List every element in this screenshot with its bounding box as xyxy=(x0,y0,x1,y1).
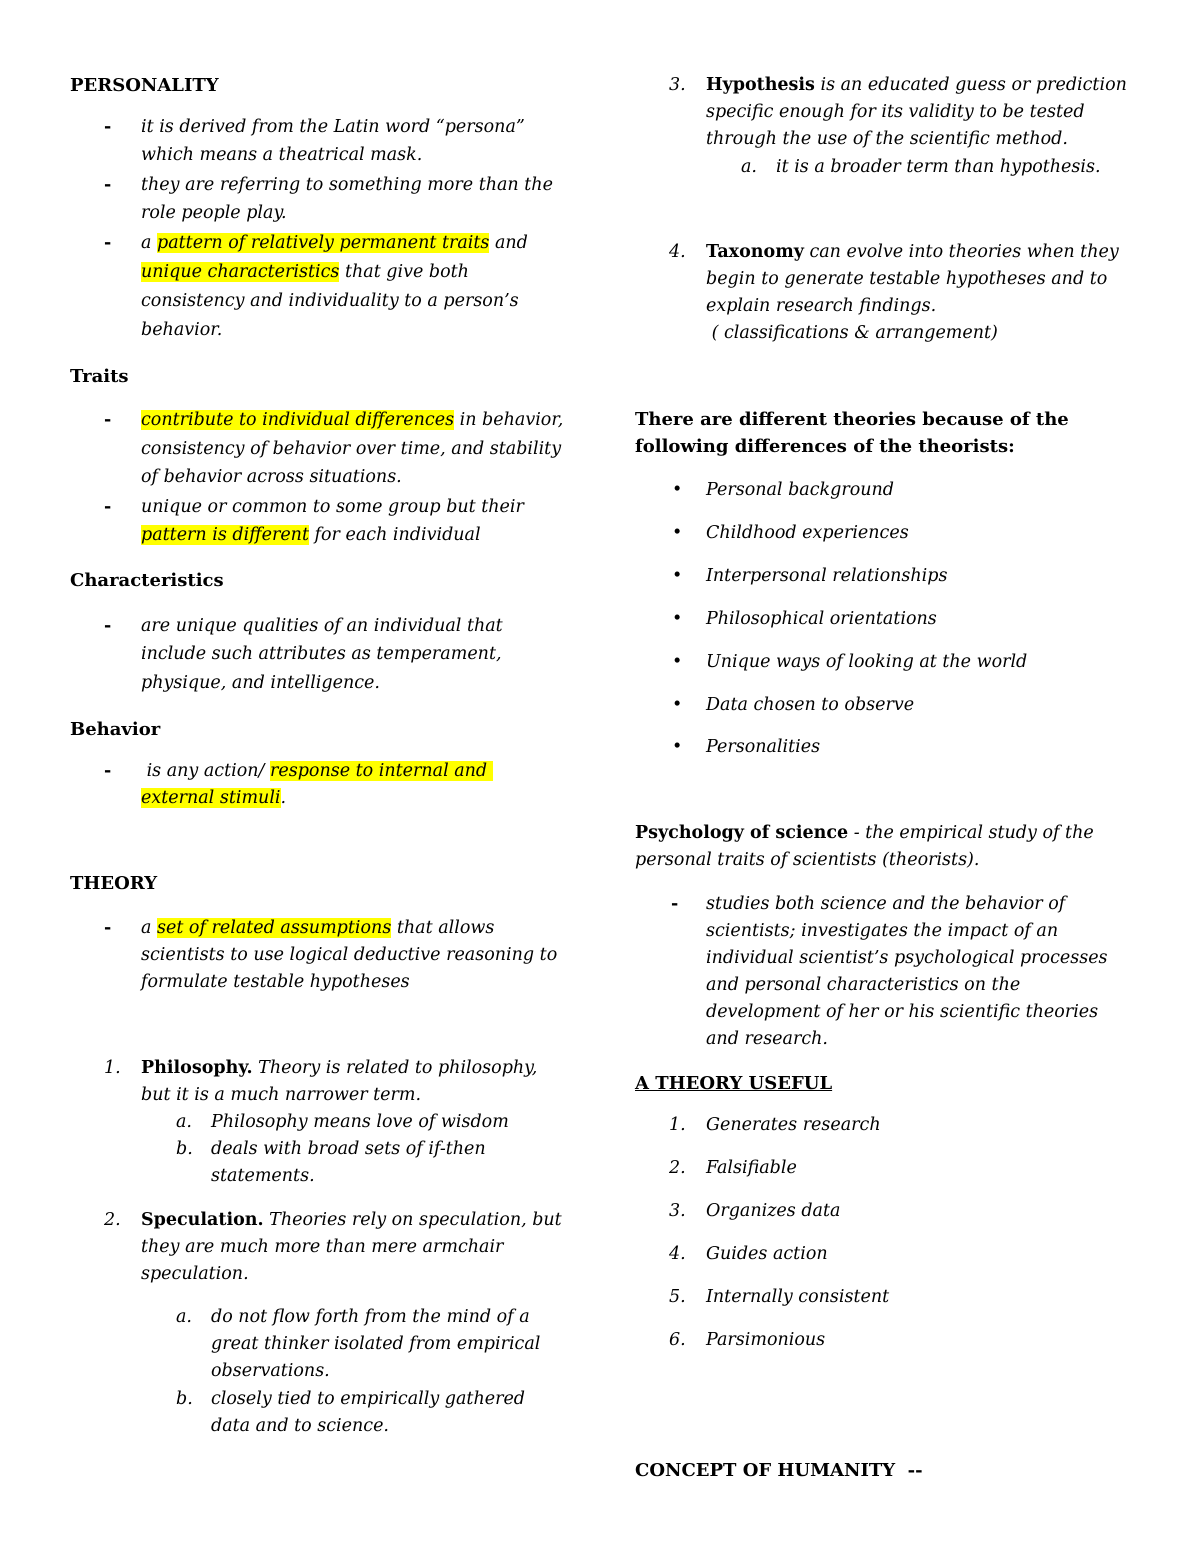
text-line: consistency and individuality to a person’s xyxy=(141,291,519,311)
text-line: and research. xyxy=(706,1029,828,1049)
text-span: can evolve into theories when they xyxy=(803,242,1119,262)
heading-personality: PERSONALITY xyxy=(70,75,219,96)
bullet-icon: • xyxy=(672,652,683,672)
text-line xyxy=(141,915,494,942)
text-line: development of her or his scientific theories xyxy=(706,1002,1099,1022)
dash-marker: - xyxy=(104,117,112,137)
bullet-icon: • xyxy=(672,480,683,500)
list-number: 5. xyxy=(669,1287,686,1307)
heading-characteristics: Characteristics xyxy=(70,570,224,591)
heading-concept-of-humanity: CONCEPT OF HUMANITY -- xyxy=(635,1460,923,1481)
text-line xyxy=(141,522,481,549)
text-line: begin to generate testable hypotheses and to xyxy=(706,269,1108,289)
text-line: they are referring to something more than the xyxy=(141,175,553,195)
list-item: Philosophical orientations xyxy=(706,609,937,629)
text-line: scientists; investigates the impact of an xyxy=(706,921,1059,941)
dash-marker: - xyxy=(104,616,112,636)
text-line: which means a theatrical mask. xyxy=(141,145,423,165)
list-item: Interpersonal relationships xyxy=(706,566,948,586)
text-span: in behavior, xyxy=(454,410,564,430)
list-item: Generates research xyxy=(706,1115,881,1135)
text-line: speculation. xyxy=(141,1264,249,1284)
text-line xyxy=(141,230,528,257)
list-number: 3. xyxy=(669,1201,686,1221)
bullet-icon: • xyxy=(672,737,683,757)
text-line: behavior. xyxy=(141,320,223,340)
dash-marker: - xyxy=(104,175,112,195)
list-item: Childhood experiences xyxy=(706,523,909,543)
text-span: and xyxy=(489,233,528,253)
dash-marker: - xyxy=(104,233,112,253)
heading-differences-line2: following differences of the theorists: xyxy=(635,436,1015,457)
list-item: Guides action xyxy=(706,1244,828,1264)
text-line xyxy=(635,820,1094,847)
text-line: but it is a much narrower term. xyxy=(141,1085,422,1105)
list-item: Data chosen to observe xyxy=(706,695,915,715)
dash-marker: - xyxy=(104,497,112,517)
text-span: Theory is related to philosophy, xyxy=(252,1058,538,1078)
text-span: that allows xyxy=(391,918,495,938)
text-line: through the use of the scientific method. xyxy=(706,129,1068,149)
text-line: are unique qualities of an individual that xyxy=(141,616,503,636)
term: Psychology of science xyxy=(635,823,849,843)
list-number: 2. xyxy=(104,1210,121,1230)
text-line: Philosophy means love of wisdom xyxy=(211,1112,509,1132)
text-line: specific enough for its validity to be tested xyxy=(706,102,1085,122)
text-line: great thinker isolated from empirical xyxy=(211,1334,541,1354)
bullet-icon: • xyxy=(672,566,683,586)
text-span: a xyxy=(141,918,157,938)
heading-traits: Traits xyxy=(70,366,129,387)
text-line: of behavior across situations. xyxy=(141,467,402,487)
text-line: unique or common to some group but their xyxy=(141,497,524,517)
list-item: Organizes data xyxy=(706,1201,841,1221)
dash-marker: - xyxy=(104,761,112,781)
list-number: 1. xyxy=(104,1058,121,1078)
highlighted-text: response to internal and xyxy=(270,761,493,781)
sub-list-marker: a. xyxy=(176,1307,192,1327)
text-line: ( classifications & arrangement) xyxy=(706,323,998,343)
sub-list-marker: b. xyxy=(176,1139,193,1159)
text-span: for each individual xyxy=(308,525,481,545)
text-line: closely tied to empirically gathered xyxy=(211,1389,526,1409)
text-line: explain research findings. xyxy=(706,296,937,316)
dash-marker: - xyxy=(104,410,112,430)
text-line: physique, and intelligence. xyxy=(141,673,380,693)
text-line: consistency of behavior over time, and stability xyxy=(141,439,562,459)
text-span: that give both xyxy=(339,262,469,282)
text-line: deals with broad sets of if-then xyxy=(211,1139,486,1159)
text-line xyxy=(141,785,286,812)
highlighted-text: set of related assumptions xyxy=(157,918,392,938)
heading-theory-useful: A THEORY USEFUL xyxy=(635,1073,833,1094)
text-span: is any action/ xyxy=(141,761,270,781)
list-item: Unique ways of looking at the world xyxy=(706,652,1028,672)
list-number: 6. xyxy=(669,1330,686,1350)
dash-marker: - xyxy=(104,918,112,938)
text-line xyxy=(141,407,563,434)
heading-behavior: Behavior xyxy=(70,719,161,740)
term: Hypothesis xyxy=(706,75,815,95)
sub-list-marker: a. xyxy=(741,157,757,177)
heading-theory: THEORY xyxy=(70,873,158,894)
highlighted-text: external stimuli xyxy=(141,788,281,808)
bullet-icon: • xyxy=(672,695,683,715)
text-span: a xyxy=(141,233,157,253)
list-item: Falsifiable xyxy=(706,1158,797,1178)
term: Philosophy. xyxy=(141,1058,253,1078)
bullet-icon: • xyxy=(672,609,683,629)
text-line: formulate testable hypotheses xyxy=(141,972,410,992)
list-item: Parsimonious xyxy=(706,1330,826,1350)
list-number: 4. xyxy=(669,1244,686,1264)
list-number: 2. xyxy=(669,1158,686,1178)
text-line: role people play. xyxy=(141,203,287,223)
text-line: it is a broader term than hypothesis. xyxy=(776,157,1101,177)
dash-marker: - xyxy=(671,894,679,914)
list-item: Personalities xyxy=(706,737,821,757)
text-line: personal traits of scientists (theorists). xyxy=(635,850,980,870)
highlighted-text: pattern is different xyxy=(141,525,309,545)
text-line: it is derived from the Latin word “persona” xyxy=(141,117,525,137)
text-line: do not flow forth from the mind of a xyxy=(211,1307,530,1327)
text-line: data and to science. xyxy=(211,1416,389,1436)
text-span: Theories rely on speculation, but xyxy=(263,1210,562,1230)
text-line xyxy=(141,758,493,785)
text-line xyxy=(706,239,1119,266)
list-item: Personal background xyxy=(706,480,894,500)
text-line xyxy=(141,1055,537,1082)
term: Speculation. xyxy=(141,1210,264,1230)
text-line: and personal characteristics on the xyxy=(706,975,1021,995)
highlighted-text: contribute to individual differences xyxy=(141,410,455,430)
list-item: Internally consistent xyxy=(706,1287,890,1307)
text-line: studies both science and the behavior of xyxy=(706,894,1066,914)
text-line: scientists to use logical deductive reasoning to xyxy=(141,945,558,965)
bullet-icon: • xyxy=(672,523,683,543)
list-number: 1. xyxy=(669,1115,686,1135)
list-number: 3. xyxy=(669,75,686,95)
text-line xyxy=(141,259,469,286)
sub-list-marker: b. xyxy=(176,1389,193,1409)
text-span: . xyxy=(280,788,287,808)
text-line: observations. xyxy=(211,1361,330,1381)
highlighted-text: unique characteristics xyxy=(141,262,340,282)
text-line: they are much more than mere armchair xyxy=(141,1237,504,1257)
sub-list-marker: a. xyxy=(176,1112,192,1132)
text-line xyxy=(706,72,1127,99)
text-line: individual scientist’s psychological processes xyxy=(706,948,1108,968)
text-span: - the empirical study of the xyxy=(848,823,1094,843)
heading-differences-line1: There are different theories because of the xyxy=(635,409,1069,430)
text-line: statements. xyxy=(211,1166,315,1186)
text-line xyxy=(141,1207,562,1234)
text-line: include such attributes as temperament, xyxy=(141,644,502,664)
text-span: is an educated guess or prediction xyxy=(814,75,1127,95)
term: Taxonomy xyxy=(706,242,804,262)
highlighted-text: pattern of relatively permanent traits xyxy=(157,233,490,253)
list-number: 4. xyxy=(669,242,686,262)
